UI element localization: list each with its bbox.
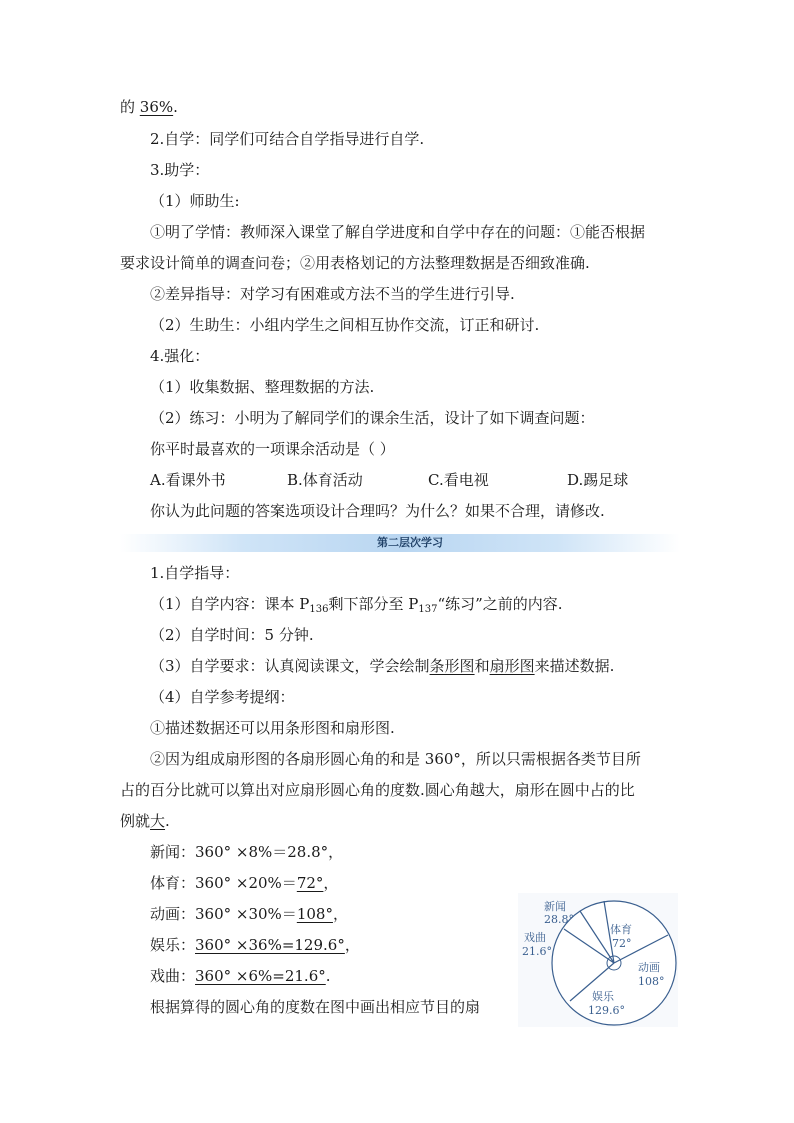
text-line: 例就大.: [120, 812, 170, 830]
text-line: [120, 97, 178, 117]
text-line: （2）生助生：小组内学生之间相互协作交流，订正和研讨.: [150, 316, 540, 334]
text-line: （1）师助生:: [150, 192, 240, 210]
label-animation-degree: 108°: [638, 975, 665, 988]
text-line: 你平时最喜欢的一项课余活动是（ ）: [150, 440, 395, 458]
text-line: 2.自学：同学们可结合自学指导进行自学.: [150, 130, 425, 148]
label-sports-degree: 72°: [612, 937, 632, 950]
text-line: 4.强化：: [150, 347, 210, 365]
text-line: ②差异指导：对学习有困难或方法不当的学生进行引导.: [150, 285, 515, 303]
calc-line: 体育：360° ×20%＝72°，: [150, 874, 339, 892]
label-drama-name: 戏曲: [524, 931, 546, 944]
text-line: 要求设计简单的调查问卷；②用表格划记的方法整理数据是否细致准确.: [120, 254, 590, 272]
text-line: 根据算得的圆心角的度数在图中画出相应节目的扇: [150, 998, 481, 1016]
underlined-answer: 36%: [139, 98, 174, 116]
option-a: A.看课外书: [150, 471, 226, 489]
text-line: ②因为组成扇形图的各扇形圆心角的和是 360°，所以只需根据各类节目所: [150, 750, 641, 768]
underlined-answer: 360° ×36%=129.6°: [195, 936, 345, 954]
text-fragment: .: [173, 98, 178, 116]
underlined-answer: 扇形图: [489, 657, 535, 675]
option-c: C.看电视: [428, 471, 489, 489]
text-fragment: 的: [120, 98, 140, 116]
text-line: （4）自学参考提纲：: [150, 688, 295, 706]
label-sports-name: 体育: [610, 923, 632, 936]
text-line: 1.自学指导：: [150, 564, 240, 582]
text-line: （2）自学时间：5 分钟.: [150, 626, 314, 644]
label-entertainment-name: 娱乐: [592, 990, 614, 1003]
calc-line: 动画：360° ×30%＝108°，: [150, 905, 348, 923]
text-line: （1）收集数据、整理数据的方法.: [150, 378, 375, 396]
underlined-answer: 360° ×6%=21.6°: [195, 967, 326, 985]
label-news-name: 新闻: [544, 900, 566, 913]
label-animation-name: 动画: [638, 961, 660, 974]
text-line: 你认为此问题的答案选项设计合理吗？为什么？如果不合理，请修改.: [150, 502, 605, 520]
underlined-answer: 72°: [296, 874, 324, 892]
option-d: D.踢足球: [567, 471, 629, 489]
underlined-answer: 108°: [296, 905, 333, 923]
section-banner: [120, 534, 680, 552]
text-line: （2）练习：小明为了解同学们的课余生活，设计了如下调查问题：: [150, 409, 595, 427]
text-line: 占的百分比就可以算出对应扇形圆心角的度数.圆心角越大，扇形在圆中占的比: [120, 781, 635, 799]
text-line: （3）自学要求：认真阅读课文，学会绘制条形图和扇形图来描述数据.: [150, 657, 615, 675]
section-title: 第二层次学习: [377, 536, 443, 549]
label-drama-degree: 21.6°: [522, 945, 552, 958]
pie-figure: [518, 893, 678, 1027]
text-line: 3.助学：: [150, 161, 210, 179]
calc-line: 戏曲：360° ×6%=21.6°.: [150, 967, 331, 985]
text-line: ①描述数据还可以用条形图和扇形图.: [150, 719, 395, 737]
label-entertainment-degree: 129.6°: [588, 1004, 625, 1017]
underlined-answer: 大: [150, 812, 166, 830]
option-b: B.体育活动: [287, 471, 363, 489]
text-line: ①明了学情：教师深入课堂了解自学进度和自学中存在的问题：①能否根据: [150, 223, 646, 241]
calc-line: 娱乐：360° ×36%=129.6°，: [150, 936, 360, 954]
text-line: （1）自学内容：课本 $P_{136}$剩下部分至 $P_{137}“$练习”之前的内容.: [150, 595, 563, 615]
underlined-answer: 条形图: [429, 657, 475, 675]
label-news-degree: 28.8°: [544, 913, 574, 926]
calc-line: 新闻：360° ×8%＝28.8°，: [150, 843, 344, 861]
